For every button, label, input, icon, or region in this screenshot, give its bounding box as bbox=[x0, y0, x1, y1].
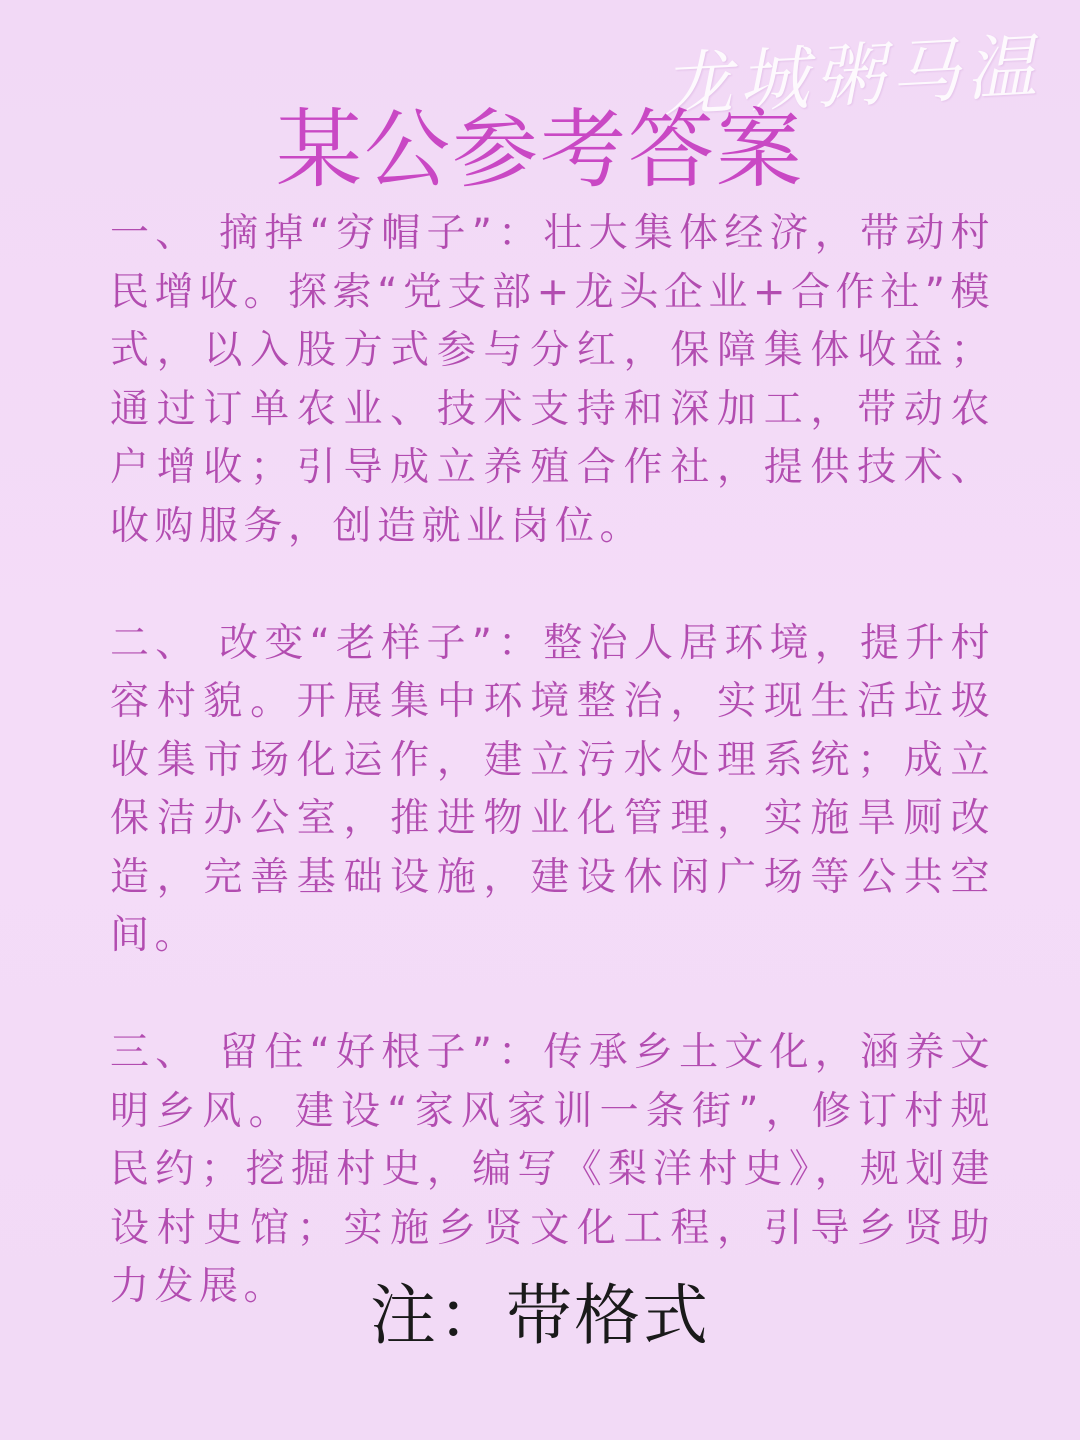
answer-body bbox=[110, 205, 995, 1317]
page-title: 某公参考答案 bbox=[276, 100, 804, 200]
watermark-signature: 龙城粥马温 bbox=[660, 25, 1045, 127]
answer-section-1: 一、 摘掉“穷帽子”：壮大集体经济，带动村民增收。探索“党支部+龙头企业+合作社”模式，以入股方式参与分红，保障集体收益；通过订单农业、技术支持和深加工，带动农户增收；引导成立养殖合作社，提供技术、收购服务，创造就业岗位。 bbox=[110, 211, 995, 549]
format-note: 注：带格式 bbox=[370, 1277, 710, 1354]
answer-section-2: 二、 改变“老样子”：整治人居环境，提升村容村貌。开展集中环境整治，实现生活垃圾收集市场化运作，建立污水处理系统；成立保洁办公室，推进物业化管理，实施旱厕改造，完善基础设施，建设休闲广场等公共空间。 bbox=[110, 620, 995, 958]
answer-section-3: 三、 留住“好根子”：传承乡土文化，涵养文明乡风。建设“家风家训一条街”，修订村规民约；挖掘村史，编写《梨洋村史》，规划建设村史馆；实施乡贤文化工程，引导乡贤助力发展。 bbox=[110, 1030, 995, 1309]
